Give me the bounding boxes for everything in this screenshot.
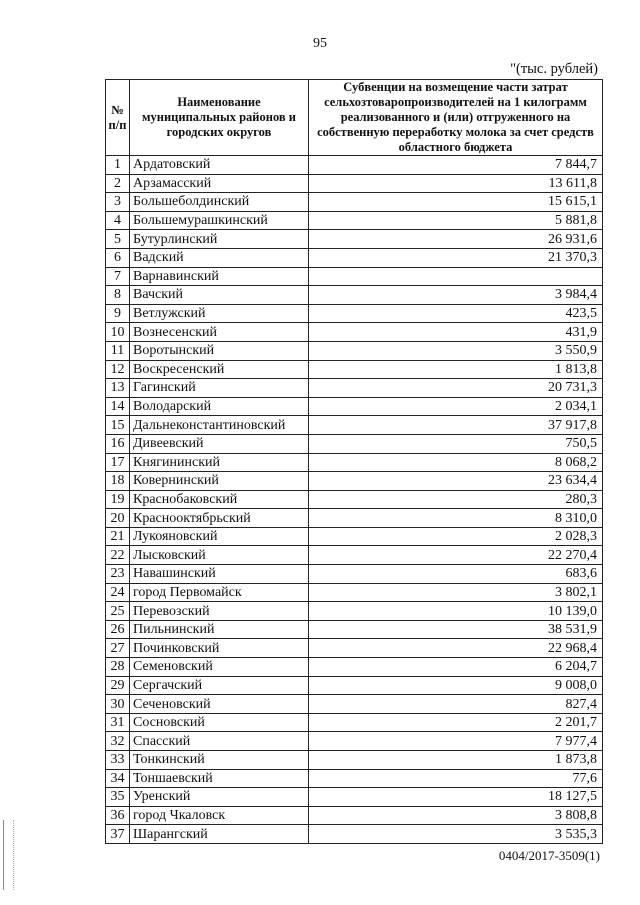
subsidy-table — [105, 79, 603, 844]
district-name: Большемурашкинский — [130, 211, 309, 230]
district-name: Починковский — [130, 639, 309, 658]
table-row — [106, 788, 603, 807]
table-row — [106, 341, 603, 360]
row-number: 23 — [106, 565, 130, 584]
subsidy-value: 3 550,9 — [309, 341, 603, 360]
subsidy-value: 683,6 — [309, 565, 603, 584]
subsidy-value: 1 873,8 — [309, 751, 603, 770]
row-number: 27 — [106, 639, 130, 658]
table-row — [106, 509, 603, 528]
subsidy-value: 8 310,0 — [309, 509, 603, 528]
subsidy-value — [309, 267, 603, 286]
table-row — [106, 211, 603, 230]
district-name: Воротынский — [130, 341, 309, 360]
row-number: 37 — [106, 825, 130, 844]
table-row — [106, 360, 603, 379]
row-number: 22 — [106, 546, 130, 565]
subsidy-value: 7 977,4 — [309, 732, 603, 751]
subsidy-value: 38 531,9 — [309, 620, 603, 639]
table-row — [106, 156, 603, 175]
row-number: 28 — [106, 658, 130, 677]
table-row — [106, 267, 603, 286]
subsidy-value: 3 802,1 — [309, 583, 603, 602]
table-row — [106, 825, 603, 844]
subsidy-value: 9 008,0 — [309, 676, 603, 695]
table-row — [106, 695, 603, 714]
table-header-row — [106, 80, 603, 156]
subsidy-value: 7 844,7 — [309, 156, 603, 175]
subsidy-value: 8 068,2 — [309, 453, 603, 472]
subsidy-value: 5 881,8 — [309, 211, 603, 230]
table-row — [106, 453, 603, 472]
district-name: Тоншаевский — [130, 769, 309, 788]
subsidy-value: 1 813,8 — [309, 360, 603, 379]
subsidy-value: 21 370,3 — [309, 248, 603, 267]
row-number: 13 — [106, 379, 130, 398]
row-number: 35 — [106, 788, 130, 807]
table-row — [106, 304, 603, 323]
district-name: Воскресенский — [130, 360, 309, 379]
district-name: Краснооктябрьский — [130, 509, 309, 528]
document-code: 0404/2017-3509(1) — [498, 848, 600, 863]
district-name: Вачский — [130, 286, 309, 305]
row-number: 12 — [106, 360, 130, 379]
district-name: Вадский — [130, 248, 309, 267]
district-name: Дальнеконстантиновский — [130, 416, 309, 435]
district-name: Уренский — [130, 788, 309, 807]
row-number: 9 — [106, 304, 130, 323]
subsidy-value: 20 731,3 — [309, 379, 603, 398]
row-number: 14 — [106, 397, 130, 416]
row-number: 29 — [106, 676, 130, 695]
table-row — [106, 732, 603, 751]
table-row — [106, 323, 603, 342]
row-number: 7 — [106, 267, 130, 286]
district-name: Володарский — [130, 397, 309, 416]
district-name: Большеболдинский — [130, 193, 309, 212]
row-number: 33 — [106, 751, 130, 770]
subsidy-value: 37 917,8 — [309, 416, 603, 435]
row-number: 15 — [106, 416, 130, 435]
table-row — [106, 713, 603, 732]
table-row — [106, 230, 603, 249]
table-row — [106, 751, 603, 770]
row-number: 25 — [106, 602, 130, 621]
subsidy-value: 3 808,8 — [309, 806, 603, 825]
table-row — [106, 602, 603, 621]
table-body — [106, 156, 603, 844]
row-number: 34 — [106, 769, 130, 788]
subsidy-value: 750,5 — [309, 434, 603, 453]
table-row — [106, 546, 603, 565]
row-number: 16 — [106, 434, 130, 453]
table-row — [106, 248, 603, 267]
margin-scan-mark — [3, 820, 14, 890]
table-row — [106, 416, 603, 435]
row-number: 8 — [106, 286, 130, 305]
subsidy-value: 22 270,4 — [309, 546, 603, 565]
table-row — [106, 286, 603, 305]
row-number: 32 — [106, 732, 130, 751]
table-row — [106, 639, 603, 658]
district-name: Варнавинский — [130, 267, 309, 286]
district-name: Краснобаковский — [130, 490, 309, 509]
row-number: 6 — [106, 248, 130, 267]
row-number: 5 — [106, 230, 130, 249]
district-name: Семеновский — [130, 658, 309, 677]
table-row — [106, 490, 603, 509]
table-row — [106, 583, 603, 602]
row-number: 21 — [106, 527, 130, 546]
subsidy-value: 280,3 — [309, 490, 603, 509]
header-value: Субвенции на возмещение части затрат сельхозтоваропроизводителей на 1 килограмм реализованного и (или) отгруженного на собственную переработку молока за счет средств областного бюджета — [309, 80, 603, 156]
subsidy-value: 2 034,1 — [309, 397, 603, 416]
table-row — [106, 565, 603, 584]
district-name: Навашинский — [130, 565, 309, 584]
district-name: Бутурлинский — [130, 230, 309, 249]
subsidy-value: 2 201,7 — [309, 713, 603, 732]
subsidy-value: 23 634,4 — [309, 472, 603, 491]
district-name: Лукояновский — [130, 527, 309, 546]
row-number: 19 — [106, 490, 130, 509]
subsidy-value: 3 535,3 — [309, 825, 603, 844]
page-number: 95 — [313, 36, 327, 51]
row-number: 24 — [106, 583, 130, 602]
subsidy-value: 6 204,7 — [309, 658, 603, 677]
district-name: Арзамасский — [130, 174, 309, 193]
district-name: Ардатовский — [130, 156, 309, 175]
subsidy-value: 13 611,8 — [309, 174, 603, 193]
row-number: 10 — [106, 323, 130, 342]
district-name: Пильнинский — [130, 620, 309, 639]
subsidy-value: 18 127,5 — [309, 788, 603, 807]
subsidy-value: 827,4 — [309, 695, 603, 714]
units-label: "(тыс. рублей) — [510, 61, 598, 77]
subsidy-value: 26 931,6 — [309, 230, 603, 249]
row-number: 18 — [106, 472, 130, 491]
row-number: 3 — [106, 193, 130, 212]
district-name: Княгининский — [130, 453, 309, 472]
subsidy-value: 15 615,1 — [309, 193, 603, 212]
district-name: Сеченовский — [130, 695, 309, 714]
row-number: 30 — [106, 695, 130, 714]
row-number: 2 — [106, 174, 130, 193]
table-row — [106, 397, 603, 416]
table-row — [106, 806, 603, 825]
table-row — [106, 658, 603, 677]
subsidy-value: 3 984,4 — [309, 286, 603, 305]
table-row — [106, 193, 603, 212]
district-name: Ветлужский — [130, 304, 309, 323]
row-number: 11 — [106, 341, 130, 360]
subsidy-value: 431,9 — [309, 323, 603, 342]
table-row — [106, 174, 603, 193]
row-number: 4 — [106, 211, 130, 230]
district-name: Тонкинский — [130, 751, 309, 770]
table-row — [106, 379, 603, 398]
district-name: Перевозский — [130, 602, 309, 621]
district-name: Сосновский — [130, 713, 309, 732]
header-name: Наименование муниципальных районов и городских округов — [130, 80, 309, 156]
district-name: Лысковский — [130, 546, 309, 565]
table-row — [106, 434, 603, 453]
subsidy-value: 77,6 — [309, 769, 603, 788]
row-number: 36 — [106, 806, 130, 825]
row-number: 31 — [106, 713, 130, 732]
district-name: Сергачский — [130, 676, 309, 695]
subsidy-value: 2 028,3 — [309, 527, 603, 546]
district-name: город Чкаловск — [130, 806, 309, 825]
row-number: 26 — [106, 620, 130, 639]
district-name: Дивеевский — [130, 434, 309, 453]
row-number: 1 — [106, 156, 130, 175]
subsidy-value: 22 968,4 — [309, 639, 603, 658]
district-name: Шарангский — [130, 825, 309, 844]
table-row — [106, 527, 603, 546]
district-name: Вознесенский — [130, 323, 309, 342]
subsidy-value: 10 139,0 — [309, 602, 603, 621]
district-name: Гагинский — [130, 379, 309, 398]
header-num: № п/п — [106, 80, 130, 156]
table-row — [106, 676, 603, 695]
row-number: 20 — [106, 509, 130, 528]
table-row — [106, 472, 603, 491]
table-row — [106, 769, 603, 788]
district-name: Ковернинский — [130, 472, 309, 491]
row-number: 17 — [106, 453, 130, 472]
table-row — [106, 620, 603, 639]
subsidy-value: 423,5 — [309, 304, 603, 323]
district-name: город Первомайск — [130, 583, 309, 602]
district-name: Спасский — [130, 732, 309, 751]
